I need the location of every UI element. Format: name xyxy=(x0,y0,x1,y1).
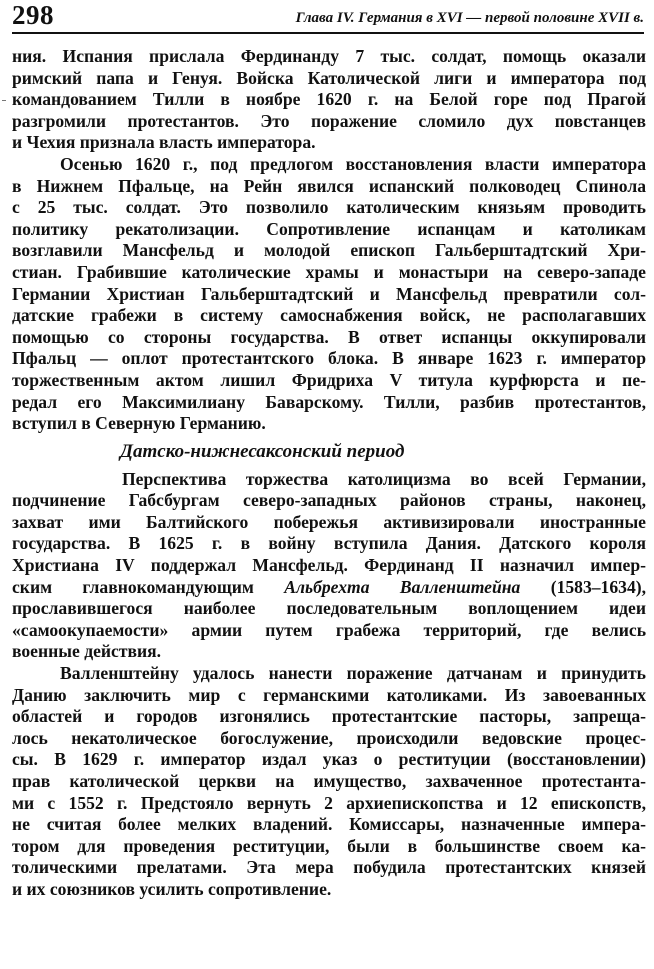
page-number: 298 xyxy=(12,0,54,30)
text-line: с 25 тыс. солдат. Это позволило католическим князьям проводить xyxy=(12,197,646,218)
text-line: прав католической церкви на имущество, захваченное протестанта- xyxy=(12,771,646,791)
text-line: Германии Христиан Гальберштадтский и Мансфельд превратили сол- xyxy=(12,283,646,304)
text-line: Христиана IV поддержал Мансфельд. Фердинанд II назначил импер- xyxy=(12,555,646,576)
text-line: ми с 1552 г. Предстояло вернуть 2 архиепископства и 12 епископств, xyxy=(12,792,646,813)
text-line: прославившегося наиболее последовательным воплощением идеи xyxy=(12,598,646,619)
text-line: подчинение Габсбургам северо-западных районов страны, наконец, xyxy=(12,490,646,511)
paragraph-4 xyxy=(12,663,646,901)
text-line: военные действия. xyxy=(12,641,162,662)
text-line: в Нижнем Пфальце, на Рейн явился испанский полководец Спинола xyxy=(12,175,646,196)
text-line: государства. В 1625 г. в войну вступила Дания. Датского короля xyxy=(12,533,646,554)
text-line: «самоокупаемости» армии путем грабежа территорий, где велись xyxy=(12,619,646,640)
margin-mark xyxy=(2,100,6,101)
text-line: возглавили Мансфельд и молодой епископ Гальберштадтский Хри- xyxy=(12,240,646,261)
text-line: разгромили протестантов. Это поражение сломило дух повстанцев xyxy=(12,110,646,131)
text-line: лось некатолическое богослужение, происходили ведовские процес- xyxy=(12,727,646,748)
text-line: Данию заключить мир с германскими католиками. Из завоеванных xyxy=(12,684,646,705)
paragraph-1 xyxy=(12,46,646,154)
text-line: командованием Тилли в ноябре 1620 г. на Белой горе под Прагой xyxy=(12,89,646,110)
line-suffix: (1583–1634), xyxy=(550,576,647,597)
text-line: и Чехия признала власть императора. xyxy=(12,132,316,153)
emphasized-name: Альбрехта Валленштейна xyxy=(284,576,521,597)
text-line: стиан. Грабившие католические храмы и монастыри на северо-западе xyxy=(12,261,646,282)
text-line: сы. В 1629 г. император издал указ о реституции (восстановлении) xyxy=(12,749,646,770)
text-line-with-emphasis xyxy=(12,577,646,599)
text-line: и их союзников усилить сопротивление. xyxy=(12,878,332,899)
text-line: толическими прелатами. Эта мера побудила протестантских князей xyxy=(12,857,646,878)
text-line: редал его Максимилиану Баварскому. Тилли, разбив протестантов, xyxy=(12,391,646,412)
page-header xyxy=(12,2,644,34)
section-title: Датско-нижнесаксонский период xyxy=(120,440,405,462)
line-prefix: ским главнокомандующим xyxy=(12,576,254,597)
page-body xyxy=(12,46,646,901)
paragraph-3 xyxy=(12,469,646,663)
text-line: торжественным актом лишил Фридриха V титула курфюрста и пе- xyxy=(12,369,646,390)
text-line: Перспектива торжества католицизма во всей Германии, xyxy=(122,468,646,489)
text-line: тором для проведения реституции, были в большинстве своем ка- xyxy=(12,835,646,856)
text-line: датские грабежи в систему самоснабжения войск, не располагавших xyxy=(12,305,646,326)
text-line: областей и городов изгонялись протестантские пасторы, запреща- xyxy=(12,706,646,727)
text-line: Осенью 1620 г., под предлогом восстановления власти императора xyxy=(60,153,646,174)
paragraph-2 xyxy=(12,154,646,435)
text-line: римский папа и Генуя. Войска Католической лиги и императора под xyxy=(12,67,646,88)
running-head: Глава IV. Германия в XVI — первой половине XVII в. xyxy=(295,10,644,26)
text-line: Валленштейну удалось нанести поражение датчанам и принудить xyxy=(60,663,646,684)
text-line: политику рекатолизации. Сопротивление испанцам и католикам xyxy=(12,218,646,239)
text-line: Пфальц — оплот протестантского блока. В январе 1623 г. император xyxy=(12,348,646,369)
text-line: захват ими Балтийского побережья активизировали иностранные xyxy=(12,511,646,532)
text-line: ния. Испания прислала Фердинанду 7 тыс. солдат, помощь оказали xyxy=(12,46,646,66)
text-line: вступил в Северную Германию. xyxy=(12,413,266,434)
text-line: помощью со стороны государства. В ответ испанцы оккупировали xyxy=(12,326,646,347)
text-line: не считая более мелких владений. Комиссары, назначенные импера- xyxy=(12,814,646,835)
